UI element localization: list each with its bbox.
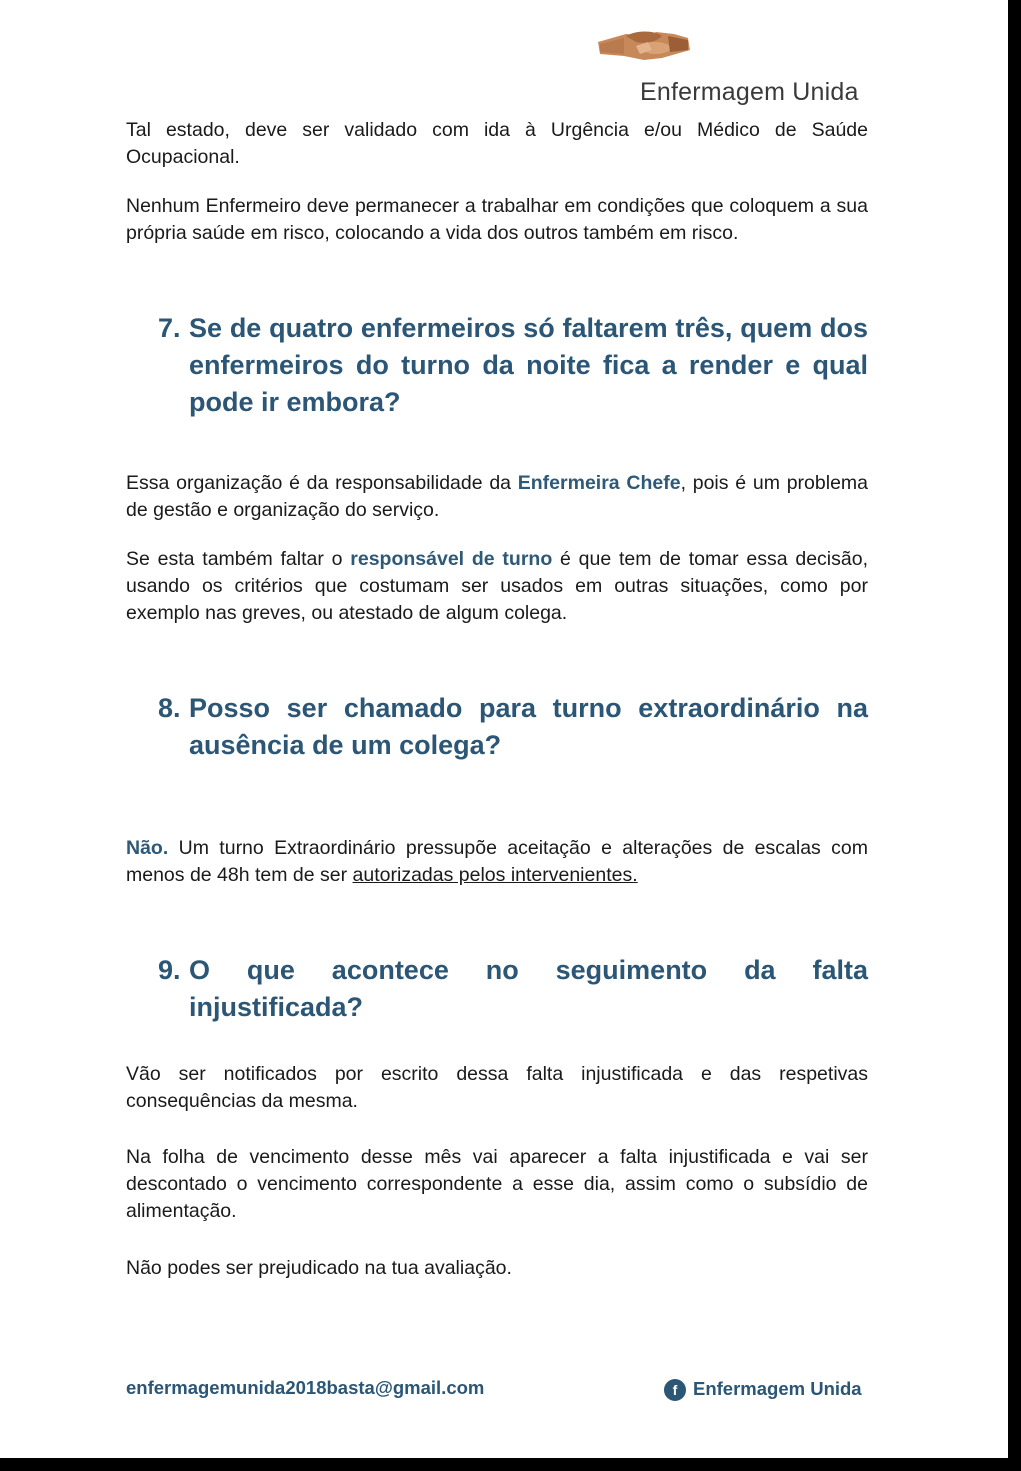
question-8-heading	[158, 690, 868, 764]
answer-7-paragraph-2: Se esta também faltar o responsável de turno é que tem de tomar essa decisão, usando os critérios que costumam ser usados em outras situações, como por exemplo nas greves, ou atestado de algum colega.	[126, 548, 869, 624]
answer-9-paragraph-2: Na folha de vencimento desse mês vai aparecer a falta injustificada e vai ser descontado o vencimento correspondente a esse dia, assim como o subsídio de alimentação.	[126, 1146, 868, 1222]
question-9-heading	[158, 952, 868, 1026]
question-title: O que acontece no seguimento da falta injustificada?	[189, 955, 868, 1022]
intro-paragraph-1: Tal estado, deve ser validado com ida à Urgência e/ou Médico de Saúde Ocupacional.	[126, 119, 868, 168]
question-title: Posso ser chamado para turno extraordinário na ausência de um colega?	[189, 693, 868, 760]
footer-facebook-link[interactable]	[664, 1377, 862, 1401]
question-number: 9.	[158, 955, 181, 985]
answer-7-paragraph-1: Essa organização é da responsabilidade da Enfermeira Chefe, pois é um problema de gestão e organização do serviço.	[126, 472, 868, 521]
highlight-responsavel-turno: responsável de turno	[350, 548, 553, 570]
handshake-icon	[596, 20, 696, 70]
answer-9-paragraph-1: Vão ser notificados por escrito dessa falta injustificada e das respetivas consequências da mesma.	[126, 1063, 868, 1112]
highlight-nao: Não.	[126, 837, 169, 859]
underlined-text: autorizadas pelos intervenientes.	[352, 864, 638, 886]
footer-email-link[interactable]: enfermagemunida2018basta@gmail.com	[126, 1377, 485, 1398]
logo-text: Enfermagem Unida	[640, 78, 859, 106]
highlight-enfermeira-chefe: Enfermeira Chefe	[517, 472, 681, 494]
question-number: 7.	[158, 313, 181, 343]
question-7-heading	[158, 310, 868, 421]
answer-9-paragraph-3: Não podes ser prejudicado na tua avaliação.	[126, 1257, 512, 1279]
answer-8-paragraph-1: Não. Um turno Extraordinário pressupõe aceitação e alterações de escalas com menos de 48h tem de ser autorizadas pelos intervenientes.	[126, 837, 868, 886]
question-number: 8.	[158, 693, 181, 723]
question-title: Se de quatro enfermeiros só faltarem três, quem dos enfermeiros do turno da noite fica a render e qual pode ir embora?	[189, 313, 868, 417]
intro-paragraph-2: Nenhum Enfermeiro deve permanecer a trabalhar em condições que coloquem a sua própria saúde em risco, colocando a vida dos outros também em risco.	[126, 195, 868, 244]
footer-facebook-label: Enfermagem Unida	[693, 1378, 862, 1399]
facebook-icon: f	[664, 1379, 686, 1401]
